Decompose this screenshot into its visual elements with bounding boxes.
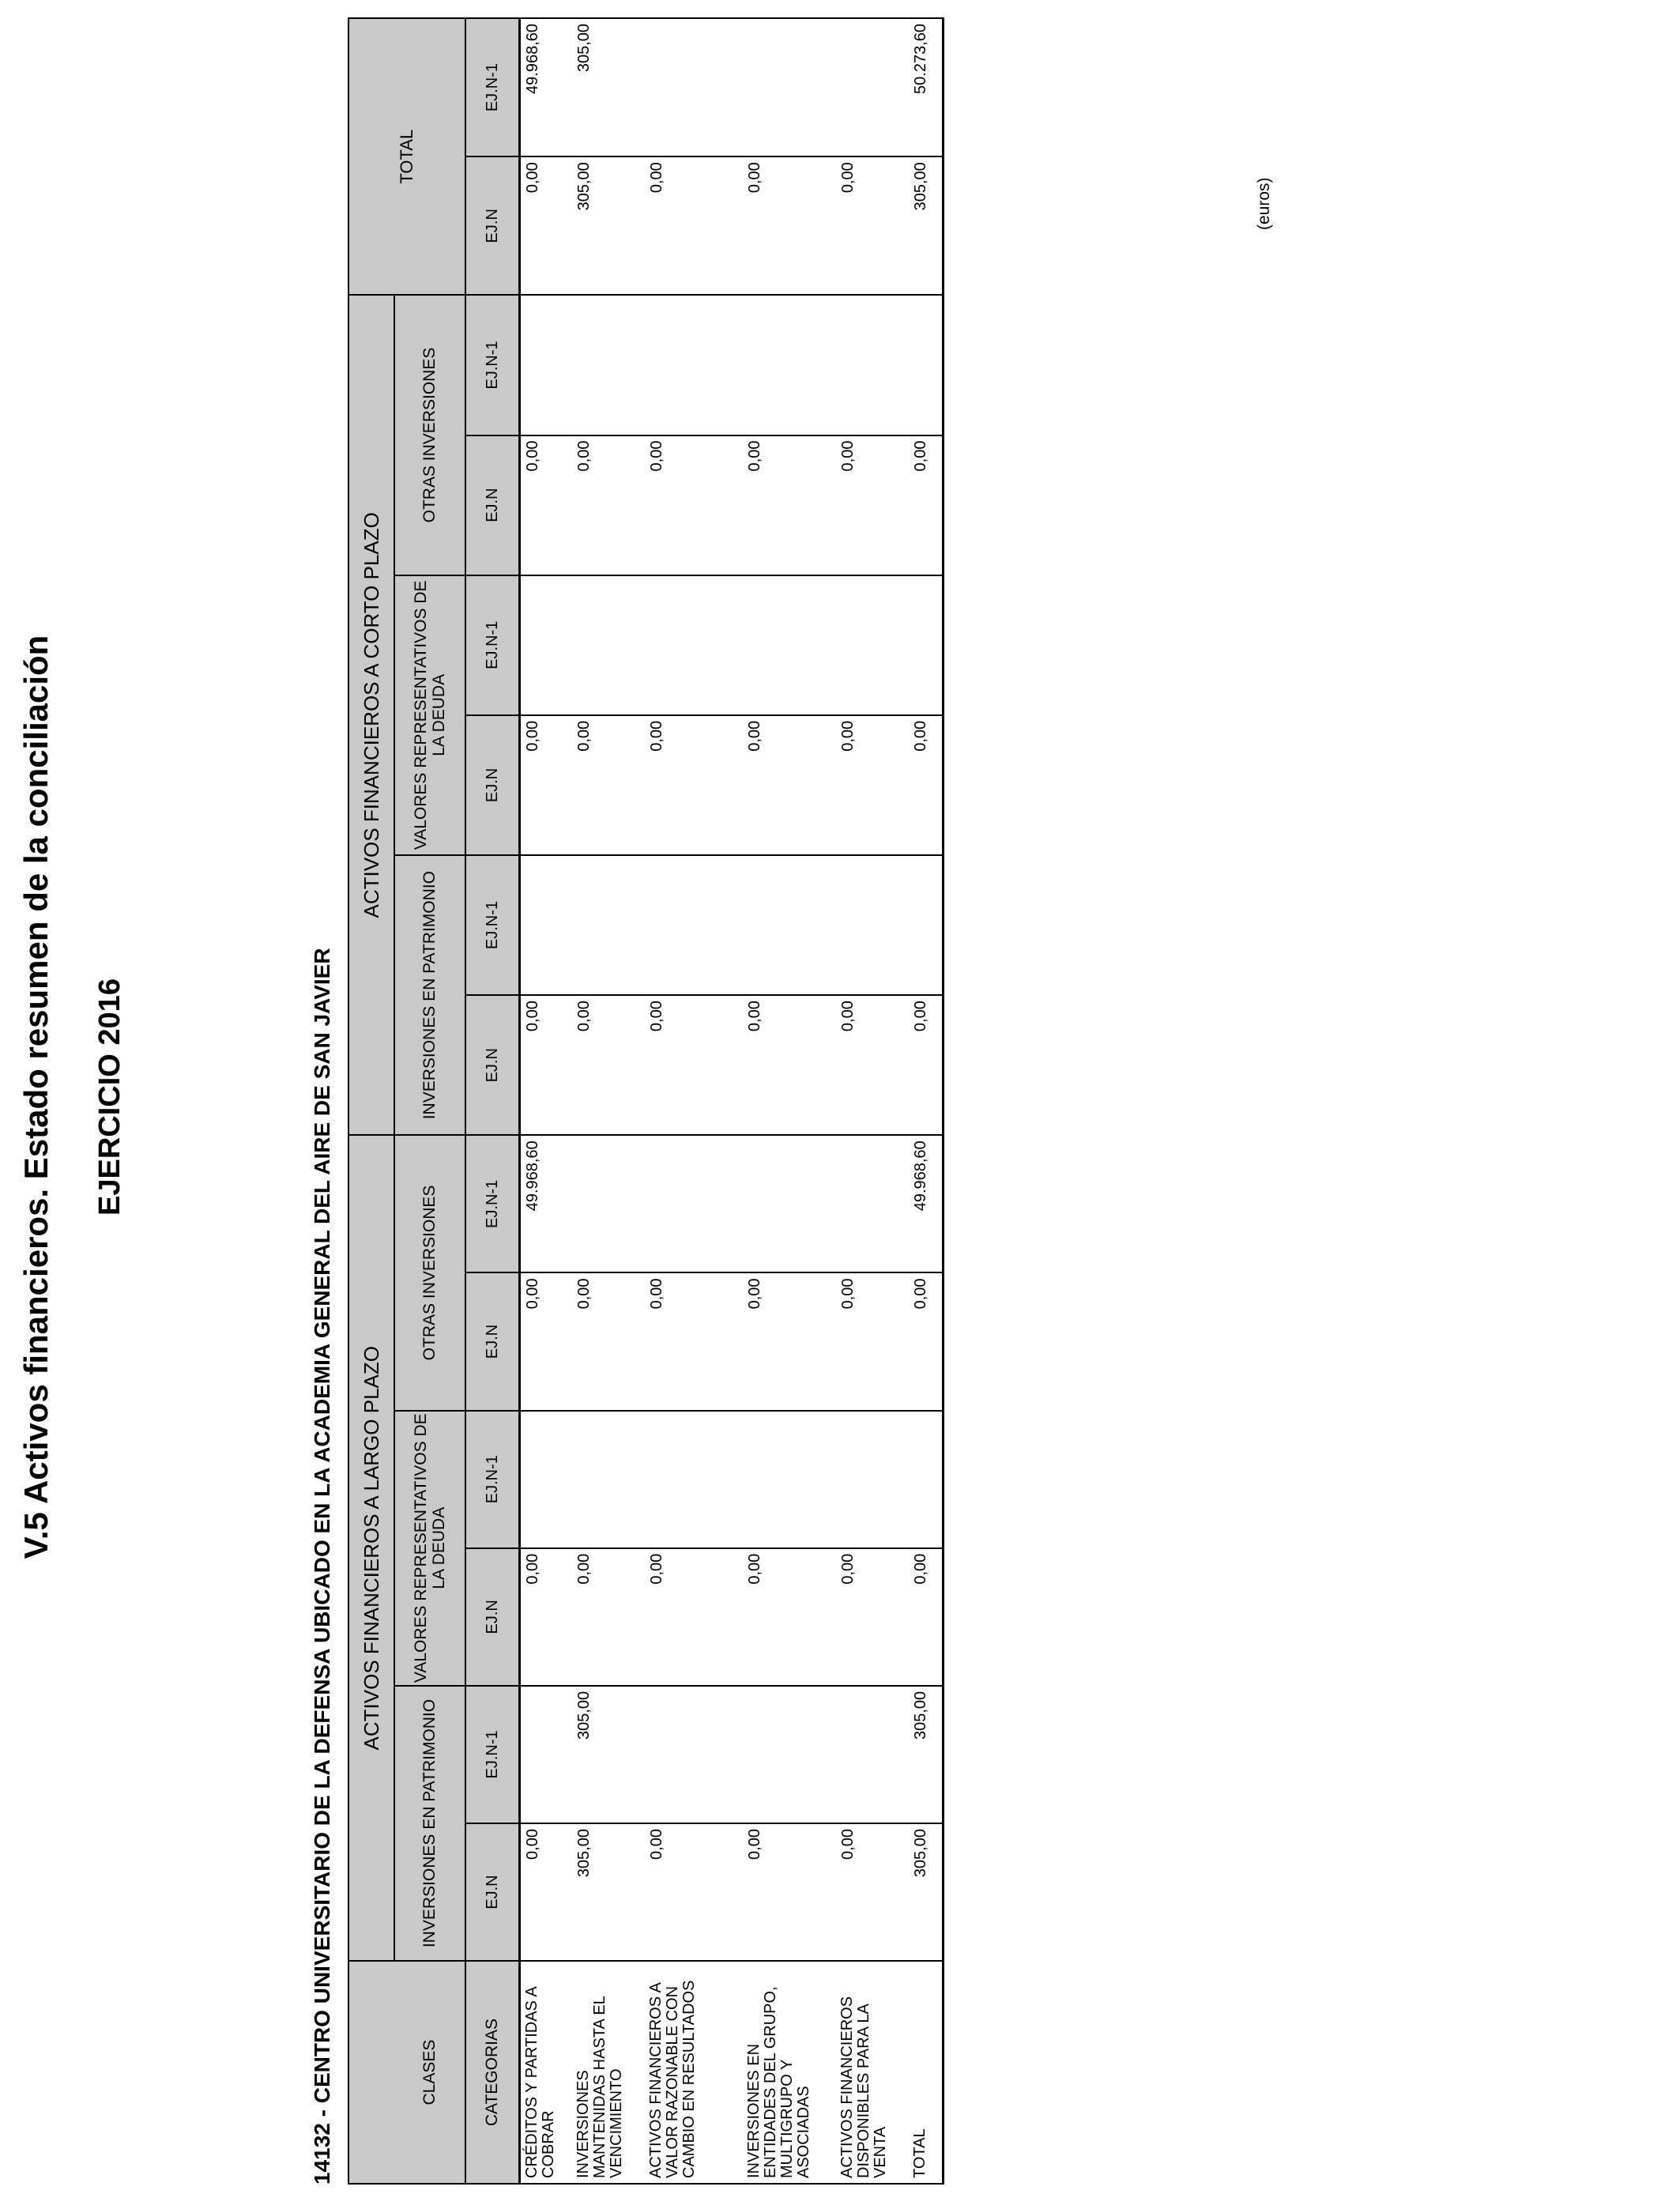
- cell-value: [836, 18, 909, 156]
- cell-value: 0,00: [572, 715, 645, 855]
- cell-value: 0,00: [520, 1548, 572, 1686]
- col-ej-n1: EJ.N-1: [465, 1411, 520, 1548]
- cell-value: [743, 855, 836, 995]
- cell-value: 0,00: [645, 1548, 743, 1686]
- cell-value: 0,00: [520, 1272, 572, 1410]
- cell-value: 0,00: [645, 715, 743, 855]
- cell-value: [520, 575, 572, 715]
- cell-value: [743, 18, 836, 156]
- cell-value: [743, 1411, 836, 1548]
- cell-value: [645, 1686, 743, 1823]
- cell-value: 0,00: [836, 995, 909, 1135]
- col-ej-n1: EJ.N-1: [465, 18, 520, 156]
- header-cp-valores: VALORES REPRESENTATIVOS DE LA DEUDA: [394, 575, 465, 855]
- group-header-corto-plazo: ACTIVOS FINANCIEROS A CORTO PLAZO: [348, 295, 394, 1135]
- cell-value: [520, 295, 572, 435]
- header-lp-valores: VALORES REPRESENTATIVOS DE LA DEUDA: [394, 1411, 465, 1686]
- cell-value: 0,00: [909, 995, 944, 1135]
- cell-value: 305,00: [572, 18, 645, 156]
- cell-value: 305,00: [909, 1823, 944, 1961]
- reconciliation-table: [348, 17, 944, 2185]
- col-ej-n: EJ.N: [465, 995, 520, 1135]
- cell-value: 0,00: [909, 715, 944, 855]
- cell-value: 0,00: [743, 1548, 836, 1686]
- cell-value: 0,00: [836, 1272, 909, 1410]
- header-cp-patrimonio: INVERSIONES EN PATRIMONIO: [394, 855, 465, 1135]
- group-header-largo-plazo: ACTIVOS FINANCIEROS A LARGO PLAZO: [348, 1135, 394, 1961]
- cell-value: 0,00: [743, 995, 836, 1135]
- col-ej-n: EJ.N: [465, 1548, 520, 1686]
- cell-value: 0,00: [836, 156, 909, 295]
- col-ej-n1: EJ.N-1: [465, 295, 520, 435]
- cell-value: 49.968,60: [520, 1135, 572, 1272]
- cell-value: [645, 1135, 743, 1272]
- cell-value: 0,00: [743, 1272, 836, 1410]
- cell-value: 0,00: [909, 1548, 944, 1686]
- cell-value: 0,00: [836, 1823, 909, 1961]
- cell-value: [645, 855, 743, 995]
- table-row: [836, 18, 909, 2184]
- cell-value: [645, 1411, 743, 1548]
- cell-value: 0,00: [572, 1548, 645, 1686]
- cell-value: [836, 1686, 909, 1823]
- cell-value: [909, 575, 944, 715]
- cell-value: 0,00: [645, 156, 743, 295]
- col-ej-n1: EJ.N-1: [465, 575, 520, 715]
- row-category: INVERSIONES EN ENTIDADES DEL GRUPO, MULTIGRUPO Y ASOCIADAS: [743, 1961, 836, 2184]
- cell-value: 0,00: [520, 995, 572, 1135]
- cell-value: 0,00: [909, 1272, 944, 1410]
- cell-value: [572, 855, 645, 995]
- cell-value: 0,00: [743, 156, 836, 295]
- cell-value: 305,00: [572, 1823, 645, 1961]
- cell-value: [572, 1135, 645, 1272]
- cell-value: 0,00: [520, 715, 572, 855]
- cell-value: [836, 855, 909, 995]
- table-row: [520, 18, 572, 2184]
- cell-value: 0,00: [572, 995, 645, 1135]
- col-ej-n: EJ.N: [465, 435, 520, 575]
- header-clases: CLASES: [394, 1961, 465, 2184]
- col-ej-n: EJ.N: [465, 1823, 520, 1961]
- cell-value: [572, 575, 645, 715]
- cell-value: [743, 575, 836, 715]
- cell-value: 49.968,60: [520, 18, 572, 156]
- cell-value: 0,00: [645, 1823, 743, 1961]
- row-category: ACTIVOS FINANCIEROS DISPONIBLES PARA LA VENTA: [836, 1961, 909, 2184]
- table-row-total: [909, 18, 944, 2184]
- header-lp-patrimonio: INVERSIONES EN PATRIMONIO: [394, 1686, 465, 1961]
- entity-name: 14132 - CENTRO UNIVERSITARIO DE LA DEFENSA UBICADO EN LA ACADEMIA GENERAL DEL AIRE DE SAN JAVIER: [310, 948, 334, 2185]
- cell-value: [645, 295, 743, 435]
- col-ej-n: EJ.N: [465, 156, 520, 295]
- cell-value: [572, 295, 645, 435]
- header-total: TOTAL: [348, 18, 465, 295]
- cell-value: 0,00: [836, 715, 909, 855]
- col-ej-n1: EJ.N-1: [465, 1135, 520, 1272]
- cell-value: 49.968,60: [909, 1135, 944, 1272]
- table-row: [572, 18, 645, 2184]
- cell-value: [836, 1411, 909, 1548]
- col-ej-n: EJ.N: [465, 1272, 520, 1410]
- page-title: V.5 Activos financieros. Estado resumen de la conciliación: [17, 635, 55, 1559]
- cell-value: 305,00: [572, 156, 645, 295]
- row-category: INVERSIONES MANTENIDAS HASTA EL VENCIMIENTO: [572, 1961, 645, 2184]
- table-row: [645, 18, 743, 2184]
- header-lp-otras: OTRAS INVERSIONES: [394, 1135, 465, 1410]
- cell-value: [743, 1135, 836, 1272]
- cell-value: 0,00: [836, 1548, 909, 1686]
- page-subtitle: EJERCICIO 2016: [93, 978, 126, 1216]
- header-blank: [348, 1961, 394, 2184]
- cell-value: [743, 295, 836, 435]
- col-ej-n1: EJ.N-1: [465, 855, 520, 995]
- cell-value: 0,00: [743, 1823, 836, 1961]
- cell-value: [743, 1686, 836, 1823]
- cell-value: 305,00: [572, 1686, 645, 1823]
- col-ej-n1: EJ.N-1: [465, 1686, 520, 1823]
- cell-value: 0,00: [520, 156, 572, 295]
- cell-value: 0,00: [520, 435, 572, 575]
- cell-value: [520, 1411, 572, 1548]
- cell-value: [909, 1411, 944, 1548]
- cell-value: [836, 575, 909, 715]
- row-category: ACTIVOS FINANCIEROS A VALOR RAZONABLE CON CAMBIO EN RESULTADOS: [645, 1961, 743, 2184]
- row-category: CRÉDITOS Y PARTIDAS A COBRAR: [520, 1961, 572, 2184]
- units-label: (euros): [1255, 177, 1273, 230]
- cell-value: 0,00: [645, 435, 743, 575]
- cell-value: 0,00: [572, 435, 645, 575]
- cell-value: [909, 295, 944, 435]
- cell-value: [836, 1135, 909, 1272]
- cell-value: 305,00: [909, 1686, 944, 1823]
- table-row: [743, 18, 836, 2184]
- col-ej-n: EJ.N: [465, 715, 520, 855]
- cell-value: [645, 18, 743, 156]
- cell-value: [520, 1686, 572, 1823]
- cell-value: 0,00: [520, 1823, 572, 1961]
- cell-value: 0,00: [572, 1272, 645, 1410]
- cell-value: 0,00: [645, 995, 743, 1135]
- cell-value: [909, 855, 944, 995]
- cell-value: 0,00: [743, 715, 836, 855]
- cell-value: [572, 1411, 645, 1548]
- cell-value: 305,00: [909, 156, 944, 295]
- cell-value: [836, 295, 909, 435]
- cell-value: 0,00: [909, 435, 944, 575]
- row-category: TOTAL: [909, 1961, 944, 2184]
- cell-value: 50.273,60: [909, 18, 944, 156]
- header-categorias: CATEGORIAS: [465, 1961, 520, 2184]
- cell-value: 0,00: [743, 435, 836, 575]
- cell-value: 0,00: [836, 435, 909, 575]
- cell-value: [520, 855, 572, 995]
- cell-value: 0,00: [645, 1272, 743, 1410]
- header-cp-otras: OTRAS INVERSIONES: [394, 295, 465, 575]
- cell-value: [645, 575, 743, 715]
